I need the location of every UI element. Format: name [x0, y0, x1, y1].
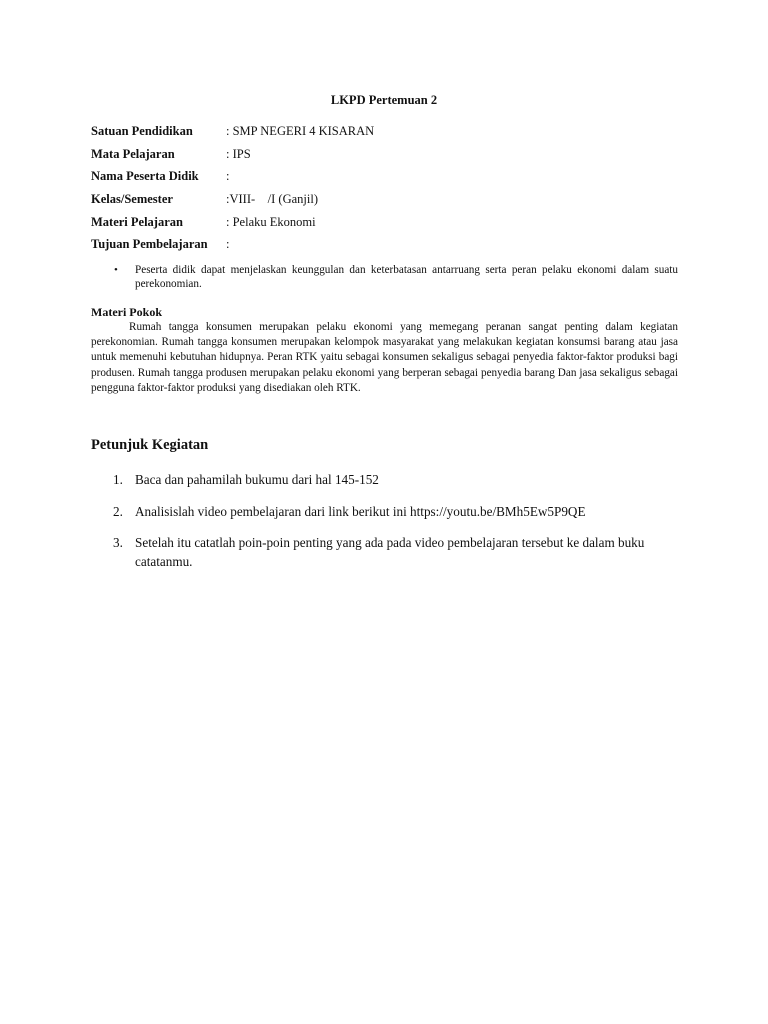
materi-pokok-heading: Materi Pokok	[91, 305, 162, 319]
step-number: 1.	[113, 472, 123, 487]
document-title: LKPD Pertemuan 2	[330, 93, 438, 107]
meta-value: :VIII- /I (Ganjil)	[226, 192, 318, 206]
step-list-item	[113, 533, 683, 571]
step-text: Setelah itu catatlah poin-poin penting yang ada pada video pembelajaran tersebut ke dalam buku catatanmu.	[135, 535, 645, 569]
meta-label: Satuan Pendidikan	[91, 124, 193, 138]
bullet-icon: •	[114, 264, 118, 276]
step-text: Baca dan pahamilah bukumu dari hal 145-152	[135, 472, 379, 487]
petunjuk-kegiatan-heading: Petunjuk Kegiatan	[91, 437, 209, 453]
step-text: Analisislah video pembelajaran dari link berikut ini https://youtu.be/BMh5Ew5P9QE	[135, 504, 586, 519]
step-list-item	[113, 470, 683, 489]
meta-value: : Pelaku Ekonomi	[226, 215, 316, 229]
step-list-item	[113, 502, 683, 521]
meta-label: Nama Peserta Didik	[91, 169, 199, 183]
meta-label: Mata Pelajaran	[91, 147, 175, 161]
meta-label: Kelas/Semester	[91, 192, 173, 206]
materi-pokok-paragraph: Rumah tangga konsumen merupakan pelaku ekonomi yang memegang peranan sangat penting dalam kegiatan perekonomian. Rumah tangga konsumen merupakan kelompok masyarakat yang melakukan kegiatan konsumsi barang atau jasa untuk memenuhi kebutuhan hidupnya. Peran RTK yaitu sebagai konsumen sekaligus sebagai penyedia faktor-faktor produksi bagi produsen. Rumah tangga produsen merupakan pelaku ekonomi yang berperan sebagai penyedia barang Dan jasa sekaligus sebagai pengguna faktor-faktor produksi yang disediakan oleh RTK.	[91, 321, 678, 394]
objective-list-item	[114, 263, 678, 291]
meta-value: : SMP NEGERI 4 KISARAN	[226, 124, 375, 138]
meta-value: : IPS	[226, 147, 251, 161]
meta-label: Tujuan Pembelajaran	[91, 237, 208, 251]
meta-value: :	[226, 169, 230, 183]
meta-label: Materi Pelajaran	[91, 215, 183, 229]
objective-text: Peserta didik dapat menjelaskan keunggulan dan keterbatasan antarruang serta peran pelaku ekonomi dalam suatu perekonomian.	[135, 264, 678, 290]
step-number: 3.	[113, 535, 123, 550]
step-number: 2.	[113, 504, 123, 519]
meta-value: :	[226, 237, 230, 251]
